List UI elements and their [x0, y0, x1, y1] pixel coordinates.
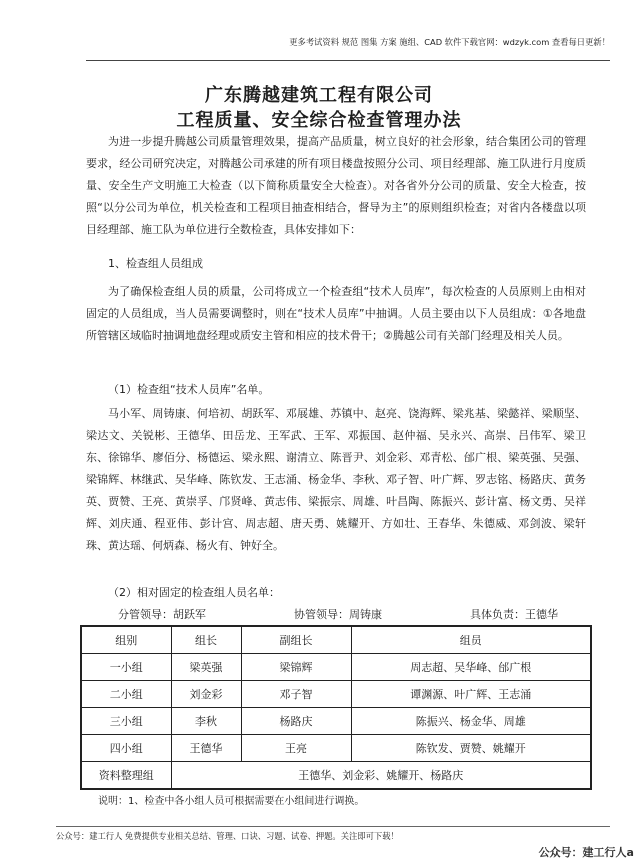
table-cell: 梁锦辉	[241, 654, 351, 681]
section-1-body: 为了确保检查组人员的质量，公司将成立一个检查组“技术人员库”，每次检查的人员原则上由相对固定的人员组成，当人员需要调整时，则在“技术人员库”中抽调。人员主要由以下人员组成：①各地盘所管辖区域临时抽调地盘经理或质安主管和相应的技术骨干；②腾越公司有关部门经理及相关人员。	[86, 285, 586, 342]
table-header-cell: 组长	[171, 626, 241, 654]
table-header-cell: 组别	[81, 626, 171, 654]
table-cell: 李秋	[171, 708, 241, 735]
table-header-cell: 副组长	[241, 626, 351, 654]
header-text: 更多考试资料 规范 图集 方案 施组、CAD 软件下载官网：wdzyk.com 查看每日更新！	[289, 37, 610, 47]
table-row	[81, 708, 591, 735]
talent-pool-names	[86, 403, 586, 557]
table-cell: 陈钦发、贾赞、姚耀开	[351, 735, 591, 762]
table-cell: 四小组	[81, 735, 171, 762]
table-cell: 王德华、刘金彩、姚耀开、杨路庆	[171, 762, 591, 790]
table-header-cell: 组员	[351, 626, 591, 654]
footer-text: 公众号：建工行人 免费提供专业相关总结、管理、口诀、习题、试卷、押题。关注即可下载！	[56, 831, 399, 841]
table-cell: 陈振兴、杨金华、周雄	[351, 708, 591, 735]
table-cell: 二小组	[81, 681, 171, 708]
table-cell: 周志超、吴华峰、邰广根	[351, 654, 591, 681]
assist-leader: 协管领导：周铸康	[294, 608, 382, 621]
owner: 具体负责：王德华	[470, 608, 558, 621]
table-cell: 梁英强	[171, 654, 241, 681]
table-cell: 王亮	[241, 735, 351, 762]
table-cell: 资料整理组	[81, 762, 171, 790]
table-cell: 刘金彩	[171, 681, 241, 708]
sub-heading-fixed-members: （2）相对固定的检查组人员名单：	[108, 586, 280, 599]
table-row	[81, 735, 591, 762]
table-cell: 一小组	[81, 654, 171, 681]
table-row	[81, 681, 591, 708]
watermark-text: 公众号：建工行人a	[538, 846, 634, 859]
table-cell: 杨路庆	[241, 708, 351, 735]
table-cell: 谭渊源、叶广辉、王志涌	[351, 681, 591, 708]
table-cell: 邓子智	[241, 681, 351, 708]
names-list: 马小军、周铸康、何培初、胡跃军、邓展雄、苏镇中、赵亮、饶海辉、梁兆基、梁懿祥、梁顺坚、梁达文、关锐彬、王德华、田岳龙、王军武、王军、邓振国、赵仲福、吴永兴、高崇、吕伟军、梁卫东、徐锦华、廖佰分、杨德运、梁永熙、谢清立、陈晋尹、刘金彩、邓青松、邰广根、梁英强、吴强、梁锦辉、林继武、吴华峰、陈钦发、王志涌、杨金华、李秋、邓子智、叶广辉、罗志铭、杨路庆、黄务英、贾赞、王亮、黄崇孚、邝贤峰、黄志伟、梁振宗、周雄、叶昌陶、陈振兴、彭计富、杨文勇、吴祥辉、刘庆通、程亚伟、彭计宫、周志超、唐天勇、姚耀开、方如壮、王春华、朱德威、邓剑波、梁轩珠、黄达瑶、何炳森、杨火有、钟好全。	[86, 407, 586, 552]
section-heading-1: 1、检查组人员组成	[108, 257, 203, 270]
table-row	[81, 654, 591, 681]
lead-leader: 分管领导：胡跃军	[118, 608, 206, 621]
table-header-row	[81, 626, 591, 654]
sub-heading-talent-pool: （1）检查组“技术人员库”名单。	[108, 383, 270, 396]
note-text: 说明：1、检查中各小组人员可根据需要在小组间进行调换。	[98, 796, 365, 807]
leaders-row	[118, 606, 558, 622]
document-title: 工程质量、安全综合检查管理办法	[176, 110, 462, 131]
groups-table	[80, 625, 592, 790]
company-title: 广东腾越建筑工程有限公司	[205, 85, 433, 106]
table-cell: 三小组	[81, 708, 171, 735]
header-divider	[86, 60, 610, 61]
intro-paragraph: 为进一步提升腾越公司质量管理效果，提高产品质量，树立良好的社会形象，结合集团公司的管理要求，经公司研究决定，对腾越公司承建的所有项目楼盘按照分公司、项目经理部、施工队进行月度质量、安全生产文明施工大检查（以下简称质量安全大检查）。对各省外分公司的质量、安全大检查，按照“以分公司为单位，机关检查和工程项目抽查相结合，督导为主”的原则组织检查；对省内各楼盘以项目经理部、施工队为单位进行全数检查，具体安排如下：	[86, 135, 586, 236]
table-row-data-group	[81, 762, 591, 790]
footer-divider	[56, 826, 610, 827]
table-cell: 王德华	[171, 735, 241, 762]
